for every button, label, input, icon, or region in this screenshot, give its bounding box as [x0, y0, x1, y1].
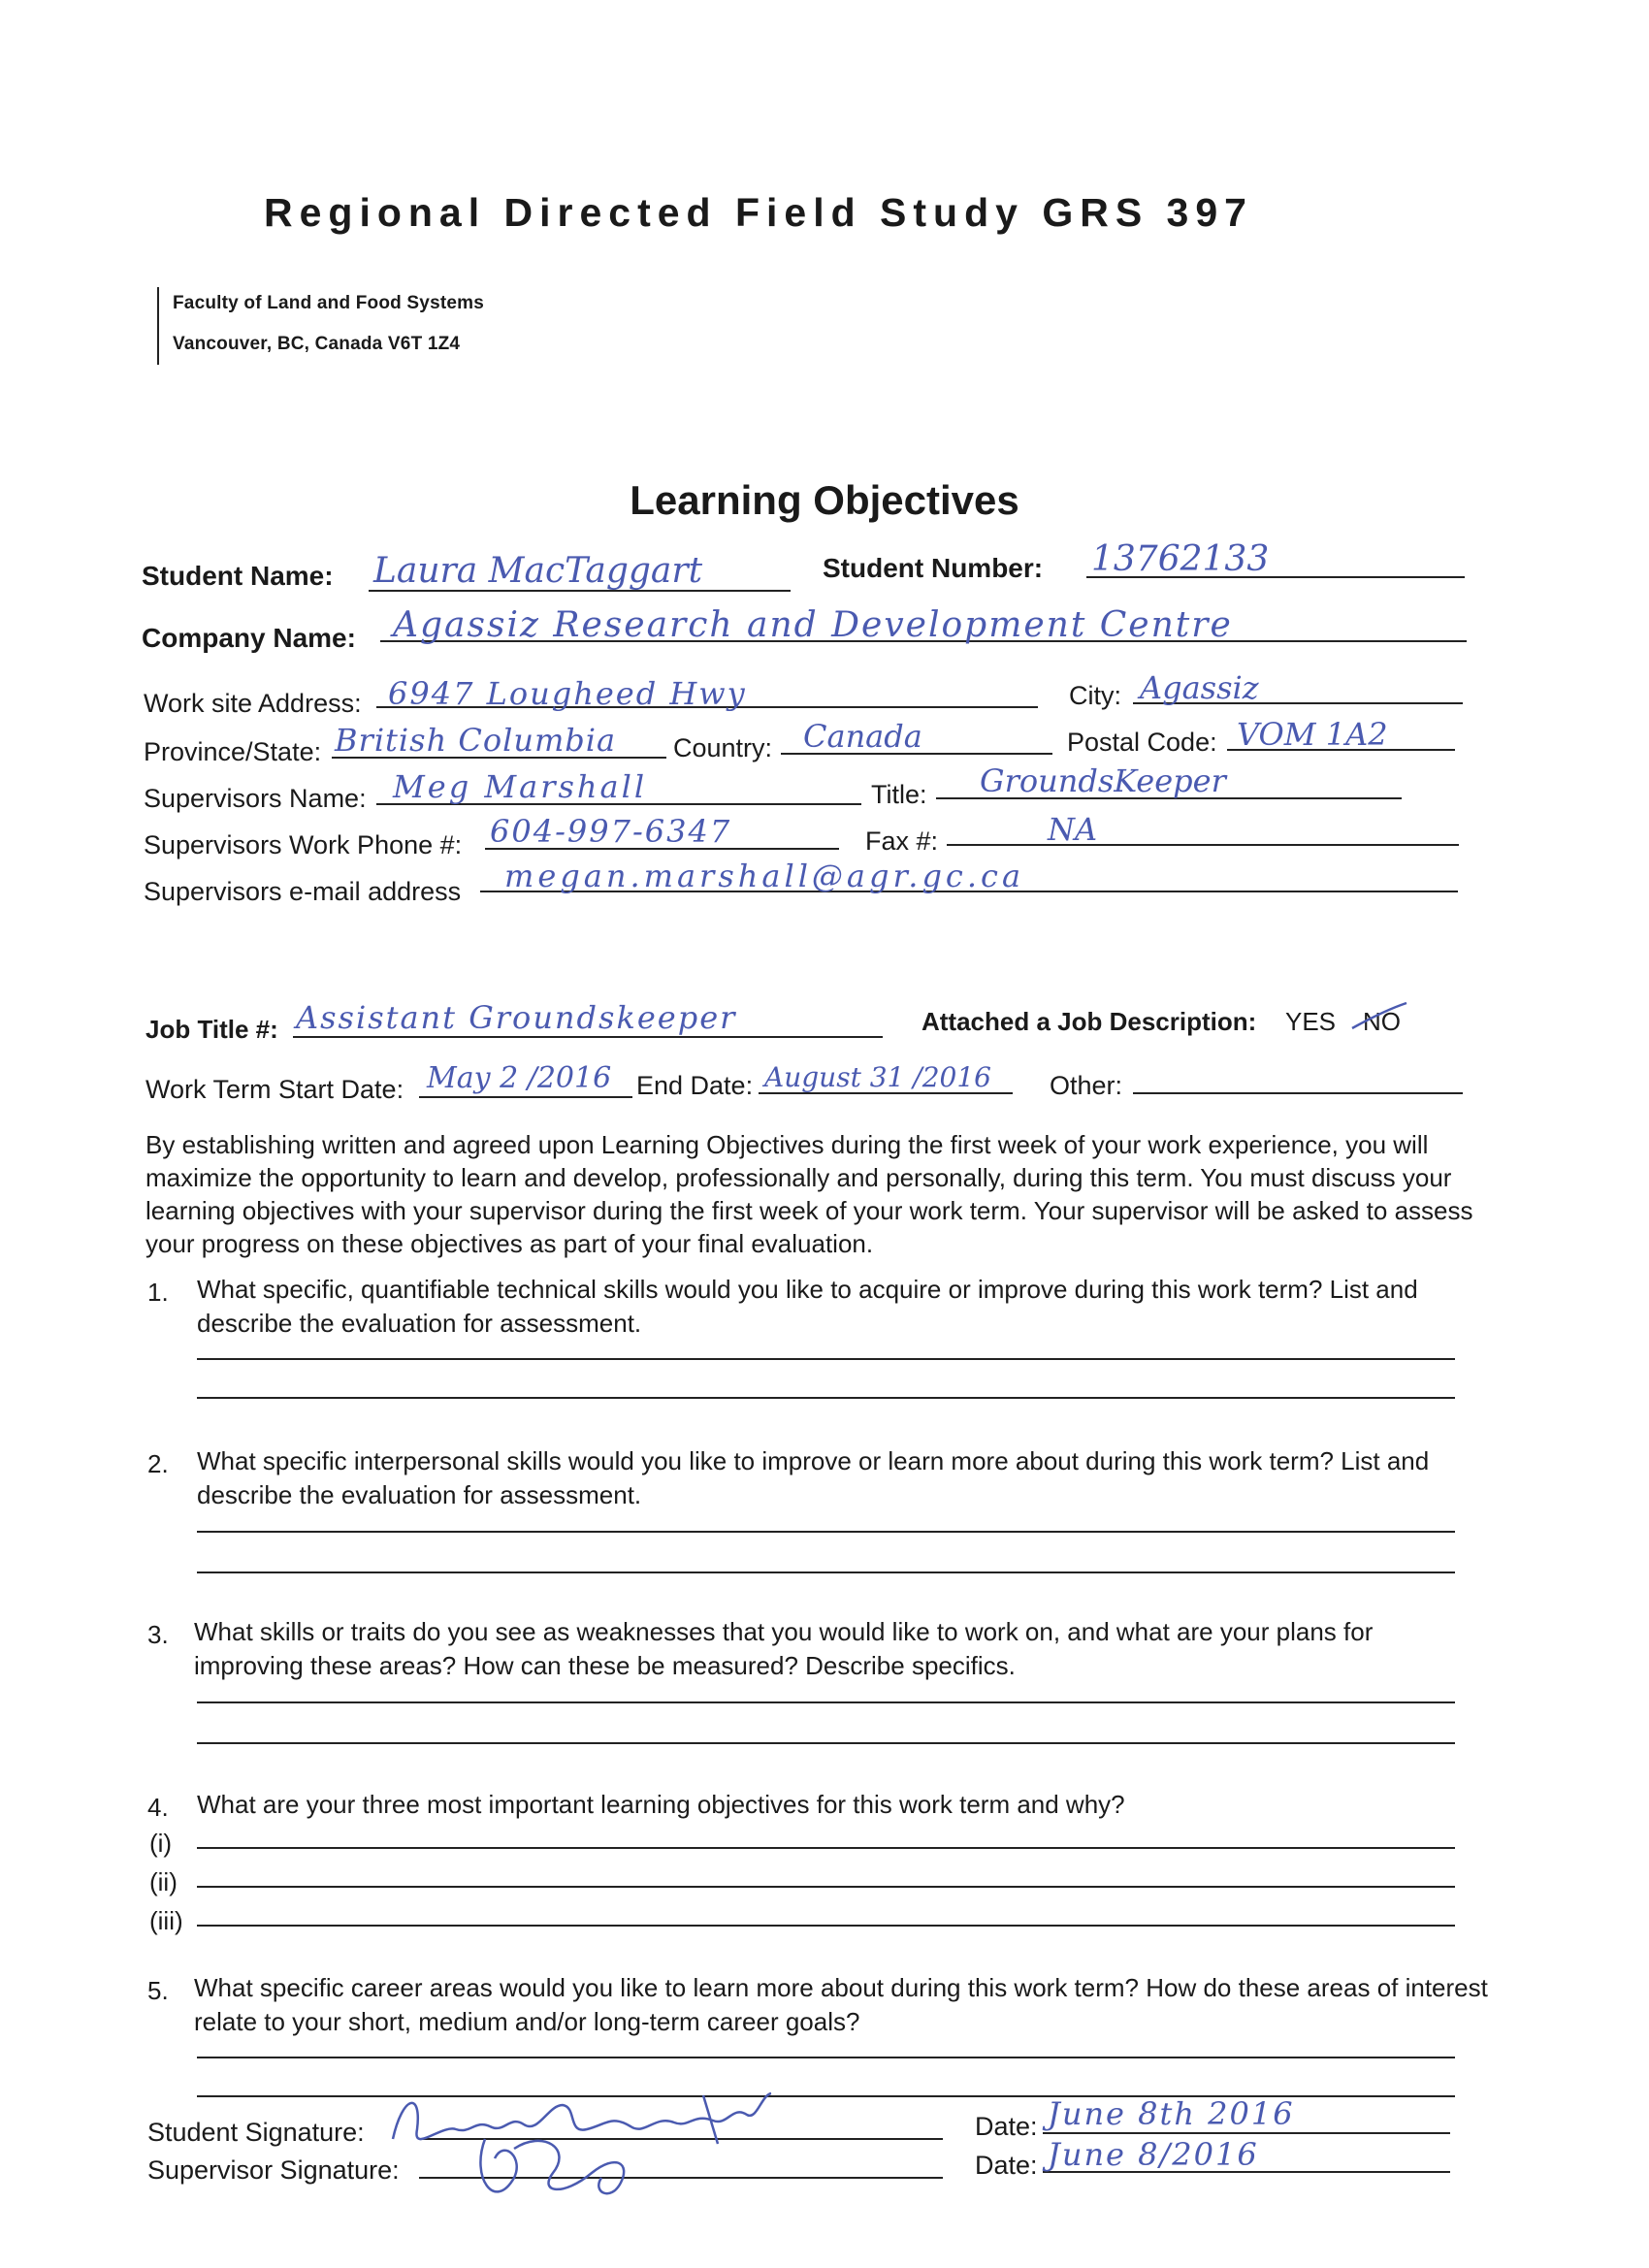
question-2-answer-line[interactable]	[197, 1531, 1455, 1533]
fax-value[interactable]: NA	[1048, 811, 1098, 848]
supervisor-name-value[interactable]: Meg Marshall	[393, 768, 648, 805]
province-value[interactable]: British Columbia	[335, 722, 617, 759]
company-name-value[interactable]: Agassiz Research and Development Centre	[393, 605, 1233, 645]
title-value[interactable]: GroundsKeeper	[980, 762, 1226, 799]
question-3-answer-line[interactable]	[197, 1701, 1455, 1703]
attached-no-option[interactable]: NO	[1363, 1007, 1401, 1036]
question-1-answer-line[interactable]	[197, 1397, 1455, 1399]
job-title-line	[293, 1036, 883, 1038]
supervisor-date-value[interactable]: June 8/2016	[1048, 2136, 1259, 2173]
fax-line	[947, 844, 1459, 846]
student-date-value[interactable]: June 8th 2016	[1048, 2095, 1295, 2132]
question-2-text: What specific interpersonal skills would you like to improve or learn more about during this work term? List and describe the evaluation for assessment.	[197, 1446, 1430, 1509]
intro-paragraph: By establishing written and agreed upon Learning Objectives during the first week of your work experience, you will maximize the opportunity to learn and develop, professionally and personally, during this term. You must discuss your learning objectives with your supervisor during the first week of your work term. Your supervisor will be asked to assess your progress on these objectives as part of your final evaluation.	[146, 1130, 1473, 1258]
work-site-value[interactable]: 6947 Lougheed Hwy	[388, 675, 747, 712]
start-date-line	[419, 1096, 632, 1098]
supervisor-signature-label: Supervisor Signature:	[147, 2155, 400, 2185]
phone-label: Supervisors Work Phone #:	[144, 830, 463, 859]
attached-job-description-label: Attached a Job Description:	[922, 1007, 1257, 1036]
other-label: Other:	[1050, 1071, 1123, 1100]
student-number-value[interactable]: 13762133	[1091, 539, 1270, 579]
objective-iii-line[interactable]	[197, 1925, 1455, 1927]
student-name-label: Student Name:	[142, 561, 334, 591]
question-5-text: What specific career areas would you like to learn more about during this work term? How do these areas of interest relate to your short, medium and/or long-term career goals?	[194, 1973, 1488, 2036]
student-date-label: Date:	[975, 2112, 1038, 2141]
email-value[interactable]: megan.marshall@agr.gc.ca	[504, 858, 1025, 894]
header-divider	[157, 287, 159, 365]
no-strikethrough-mark	[1350, 999, 1408, 1034]
objective-i-label: (i)	[149, 1829, 173, 1858]
student-signature-label: Student Signature:	[147, 2118, 365, 2147]
course-title: Regional Directed Field Study GRS 397	[264, 190, 1253, 235]
fax-label: Fax #:	[865, 826, 939, 856]
student-name-value[interactable]: Laura MacTaggart	[373, 551, 703, 591]
question-2-number: 2.	[147, 1449, 169, 1478]
title-label: Title:	[871, 780, 927, 809]
question-5-number: 5.	[147, 1976, 169, 2005]
question-4-text: What are your three most important learning objectives for this work term and why?	[197, 1790, 1125, 1819]
supervisor-signature-scribble	[456, 2120, 669, 2217]
postal-code-label: Postal Code:	[1067, 728, 1217, 757]
question-3-number: 3.	[147, 1620, 169, 1649]
job-title-value[interactable]: Assistant Groundskeeper	[296, 999, 737, 1036]
faculty-name: Faculty of Land and Food Systems	[173, 293, 484, 313]
city-value[interactable]: Agassiz	[1140, 669, 1259, 706]
student-number-label: Student Number:	[823, 553, 1044, 583]
question-4-number: 4.	[147, 1793, 169, 1822]
end-date-value[interactable]: August 31 /2016	[764, 1061, 991, 1093]
end-date-label: End Date:	[636, 1071, 754, 1100]
country-label: Country:	[673, 733, 773, 762]
other-line[interactable]	[1133, 1092, 1463, 1094]
student-date-line[interactable]	[1043, 2132, 1450, 2134]
phone-value[interactable]: 604-997-6347	[490, 813, 732, 850]
faculty-address: Vancouver, BC, Canada V6T 1Z4	[173, 334, 461, 354]
job-title-label: Job Title #:	[146, 1015, 278, 1044]
start-date-label: Work Term Start Date:	[146, 1075, 404, 1104]
objective-ii-label: (ii)	[149, 1867, 178, 1896]
email-label: Supervisors e-mail address	[144, 877, 462, 906]
objective-i-line[interactable]	[197, 1847, 1455, 1849]
country-value[interactable]: Canada	[803, 718, 922, 755]
attached-yes-option[interactable]: YES	[1285, 1007, 1337, 1036]
company-name-label: Company Name:	[142, 623, 356, 653]
question-3-answer-line[interactable]	[197, 1742, 1455, 1744]
form-heading: Learning Objectives	[630, 477, 1019, 523]
postal-code-value[interactable]: VOM 1A2	[1237, 716, 1388, 753]
question-1-number: 1.	[147, 1278, 169, 1307]
city-label: City:	[1069, 681, 1121, 710]
question-1-text: What specific, quantifiable technical skills would you like to acquire or improve during this work term? List and describe the evaluation for assessment.	[197, 1275, 1418, 1338]
question-5-answer-line[interactable]	[197, 2057, 1455, 2058]
start-date-value[interactable]: May 2 /2016	[427, 1061, 612, 1095]
question-3-text: What skills or traits do you see as weaknesses that you would like to work on, and what are your plans for improving these areas? How can these be measured? Describe specifics.	[194, 1617, 1374, 1680]
question-1-answer-line[interactable]	[197, 1358, 1455, 1360]
supervisor-name-label: Supervisors Name:	[144, 784, 367, 813]
supervisor-date-label: Date:	[975, 2151, 1038, 2180]
province-label: Province/State:	[144, 737, 322, 766]
question-2-answer-line[interactable]	[197, 1571, 1455, 1573]
work-site-label: Work site Address:	[144, 689, 362, 718]
objective-iii-label: (iii)	[149, 1906, 183, 1935]
objective-ii-line[interactable]	[197, 1886, 1455, 1888]
